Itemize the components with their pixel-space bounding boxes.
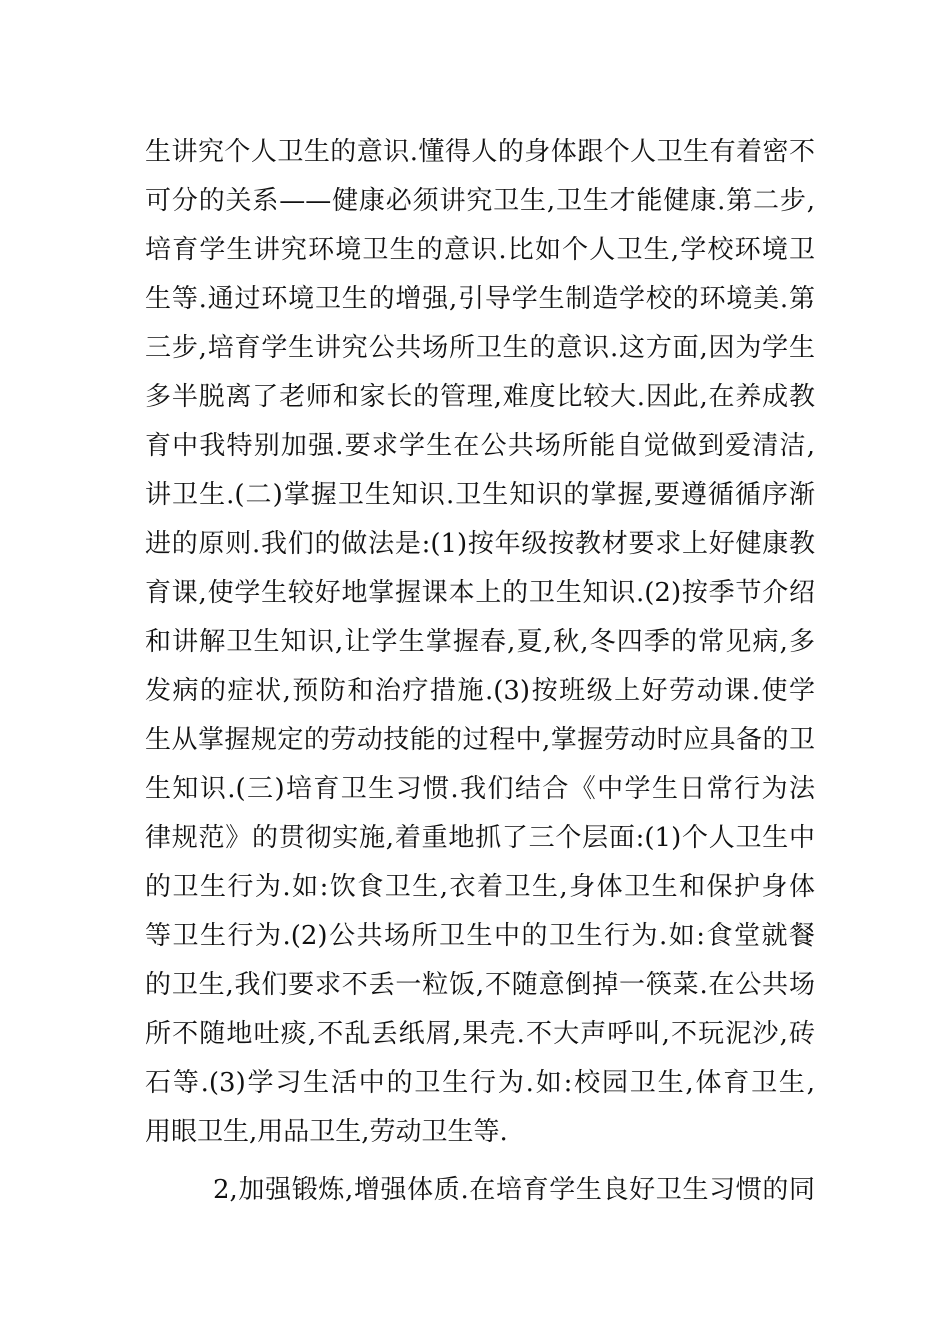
text-line: 培育学生讲究环境卫生的意识.比如个人卫生,学校环境卫 — [145, 235, 815, 265]
text-line: 多半脱离了老师和家长的管理,难度比较大.因此,在养成教 — [145, 382, 815, 412]
text-line: 生讲究个人卫生的意识.懂得人的身体跟个人卫生有着密不 — [145, 137, 815, 167]
text-line: 育课,使学生较好地掌握课本上的卫生知识.(2)按季节介绍 — [145, 578, 815, 608]
text-line: 所不随地吐痰,不乱丢纸屑,果壳.不大声呼叫,不玩泥沙,砖 — [145, 1019, 815, 1049]
body-text — [145, 128, 815, 1215]
text-line: 生从掌握规定的劳动技能的过程中,掌握劳动时应具备的卫 — [145, 725, 815, 755]
text-line: 进的原则.我们的做法是:(1)按年级按教材要求上好健康教 — [145, 529, 815, 559]
paragraph-spacer — [145, 1157, 815, 1166]
text-line: 育中我特别加强.要求学生在公共场所能自觉做到爱清洁, — [145, 431, 815, 461]
text-line: 等卫生行为.(2)公共场所卫生中的卫生行为.如:食堂就餐 — [145, 921, 815, 951]
text-line: 和讲解卫生知识,让学生掌握春,夏,秋,冬四季的常见病,多 — [145, 627, 815, 657]
text-line: 石等.(3)学习生活中的卫生行为.如:校园卫生,体育卫生, — [145, 1068, 815, 1098]
text-line: 可分的关系——健康必须讲究卫生,卫生才能健康.第二步, — [145, 186, 815, 216]
text-line: 三步,培育学生讲究公共场所卫生的意识.这方面,因为学生 — [145, 333, 815, 363]
text-line: 的卫生行为.如:饮食卫生,衣着卫生,身体卫生和保护身体 — [145, 872, 815, 902]
text-line: 生知识.(三)培育卫生习惯.我们结合《中学生日常行为法 — [145, 774, 815, 804]
text-line: 的卫生,我们要求不丢一粒饭,不随意倒掉一筷菜.在公共场 — [145, 970, 815, 1000]
text-line: 用眼卫生,用品卫生,劳动卫生等. — [145, 1117, 508, 1147]
text-line: 讲卫生.(二)掌握卫生知识.卫生知识的掌握,要遵循循序渐 — [145, 480, 815, 510]
text-line: 生等.通过环境卫生的增强,引导学生制造学校的环境美.第 — [145, 284, 815, 314]
text-line: 发病的症状,预防和治疗措施.(3)按班级上好劳动课.使学 — [145, 676, 815, 706]
text-line: 律规范》的贯彻实施,着重地抓了三个层面:(1)个人卫生中 — [145, 823, 815, 853]
paragraph-first-line: 2,加强锻炼,增强体质.在培育学生良好卫生习惯的同 — [213, 1175, 815, 1205]
